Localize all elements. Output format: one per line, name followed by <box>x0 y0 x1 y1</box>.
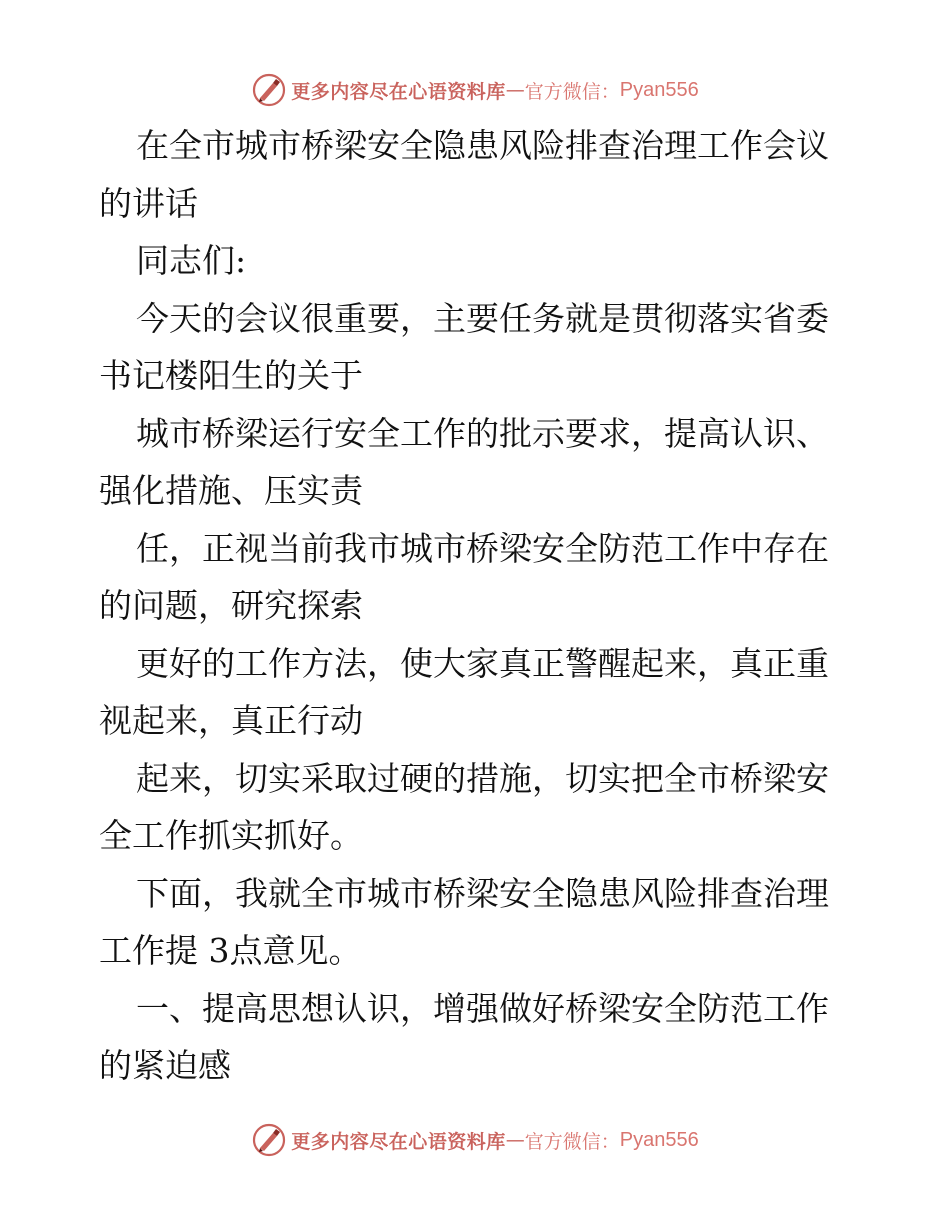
banner-wechat-label: 官方微信： <box>524 1130 620 1153</box>
footer-banner <box>0 1120 950 1160</box>
paragraph <box>99 405 851 520</box>
paragraph-line: 书记楼阳生的关于 <box>99 356 363 395</box>
banner-text: 更多内容尽在心语资料库 <box>291 1130 506 1153</box>
paragraph-line: 更好的工作方法，使大家真正警醒起来，真正重 <box>136 643 829 683</box>
paragraph-line: 一、提高思想认识，增强做好桥梁安全防范工作 <box>136 988 829 1028</box>
banner-separator: — <box>505 1129 525 1151</box>
paragraph-line: 的问题，研究探索 <box>99 586 363 625</box>
salutation <box>99 232 851 290</box>
banner-text: 更多内容尽在心语资料库 <box>291 80 506 103</box>
pen-logo-icon <box>251 72 287 108</box>
paragraph <box>99 865 851 980</box>
paragraph-line: 全工作抓实抓好。 <box>99 816 363 855</box>
paragraph-line: 城市桥梁运行安全工作的批示要求，提高认识、 <box>136 413 829 453</box>
paragraph-line: 的紧迫感 <box>99 1046 231 1085</box>
paragraph <box>99 520 851 635</box>
paragraph-line: 的讲话 <box>99 183 198 223</box>
banner-wechat-id: Pyan556 <box>619 1128 699 1151</box>
paragraph-line: 强化措施、压实责 <box>99 471 363 510</box>
paragraph-line: 今天的会议很重要，主要任务就是贯彻落实省委 <box>136 298 829 338</box>
document-body <box>99 117 851 1095</box>
header-banner <box>0 70 950 110</box>
paragraph-line: 起来，切实采取过硬的措施，切实把全市桥梁安 <box>136 758 829 798</box>
section-heading <box>99 980 851 1095</box>
document-title <box>99 117 851 232</box>
paragraph-line: 任，正视当前我市城市桥梁安全防范工作中存在 <box>136 528 829 568</box>
pen-logo-icon <box>251 1122 287 1158</box>
paragraph <box>99 750 851 865</box>
paragraph-line: 在全市城市桥梁安全隐患风险排查治理工作会议 <box>136 126 829 165</box>
paragraph-line: 工作提 3点意见。 <box>99 931 362 970</box>
banner-wechat-label: 官方微信： <box>524 80 620 103</box>
paragraph-line: 视起来，真正行动 <box>99 701 363 740</box>
banner-separator: — <box>505 79 525 101</box>
paragraph <box>99 635 851 750</box>
paragraph <box>99 290 851 405</box>
banner-wechat-id: Pyan556 <box>619 78 699 101</box>
paragraph-line: 同志们: <box>136 241 247 280</box>
paragraph-line: 下面，我就全市城市桥梁安全隐患风险排查治理 <box>136 873 829 913</box>
